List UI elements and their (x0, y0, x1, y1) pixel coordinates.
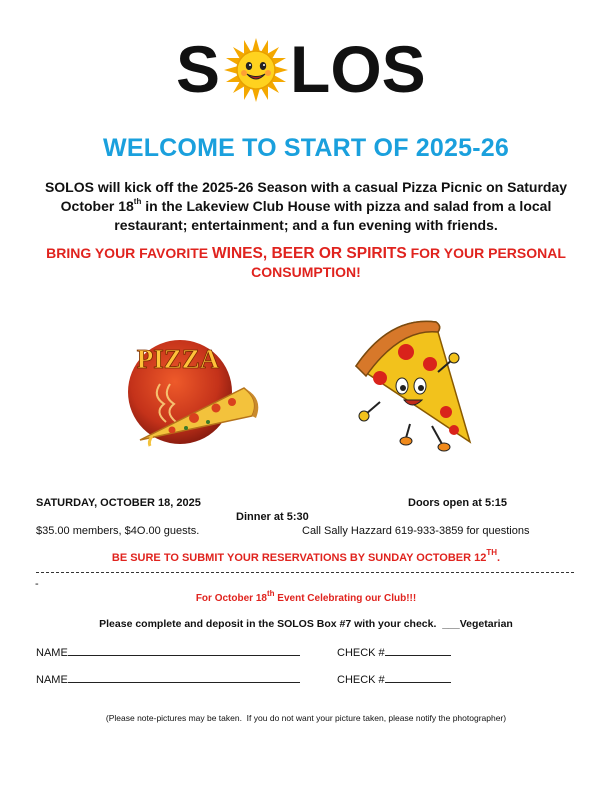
check-fill-line[interactable] (385, 673, 451, 683)
doors-open-time: Doors open at 5:15 (408, 497, 508, 509)
pizza-logo-text: PIZZA (136, 344, 220, 374)
contact-info: Call Sally Hazzard 619-933-3859 for questions (302, 525, 530, 537)
ticket-prices: $35.00 members, $4O.00 guests. (36, 525, 200, 537)
name-label: NAME (36, 647, 68, 659)
form-heading (0, 588, 612, 604)
cut-line (36, 572, 574, 573)
solos-logo (0, 34, 612, 104)
form-heading-sup: th (266, 588, 275, 598)
reservation-deadline (0, 548, 612, 564)
dash-mark: - (35, 578, 39, 590)
reservation-text-2: . (497, 552, 501, 564)
sun-logo-icon (224, 38, 288, 102)
logo-letters-los: LOS (290, 32, 426, 106)
reservation-text-1: BE SURE TO SUBMIT YOUR RESERVATIONS BY SUNDAY OCTOBER 12 (111, 552, 487, 564)
photo-note: (Please note-pictures may be taken. If you do not want your picture taken, please notify the photographer) (105, 713, 507, 723)
check-field-1[interactable] (337, 646, 451, 659)
form-heading-text-2: Event Celebrating our Club!!! (274, 593, 417, 604)
check-label: CHECK # (337, 674, 385, 686)
form-instructions: Please complete and deposit in the SOLOS Box #7 with your check. ___Vegetarian (99, 618, 513, 630)
check-label: CHECK # (337, 647, 385, 659)
intro-paragraph (30, 178, 582, 235)
name-fill-line[interactable] (68, 646, 300, 656)
dancing-pizza-slice-image (350, 316, 474, 458)
intro-text-2: in the Lakeview Club House with pizza and salad from a local restaurant; entertainment; and a fun evening with friends. (114, 198, 552, 233)
pizza-logo-image (124, 336, 268, 448)
bring-text-2: WINES, BEER OR SPIRITS (212, 245, 407, 262)
intro-sup: th (133, 197, 142, 207)
dinner-time: Dinner at 5:30 (236, 511, 309, 523)
page-title: WELCOME TO START OF 2025-26 (103, 134, 509, 162)
name-field-1[interactable] (36, 646, 300, 659)
bring-drinks-notice (30, 244, 582, 282)
intro-text-1: SOLOS will kick off the 2025-26 Season with a casual Pizza Picnic on Saturday October 18 (44, 179, 568, 214)
bring-text-3: FOR YOUR PERSONAL CONSUMPTION! (251, 245, 566, 280)
name-fill-line[interactable] (68, 673, 300, 683)
name-label: NAME (36, 674, 68, 686)
bring-text-1: BRING YOUR FAVORITE (46, 245, 213, 261)
check-fill-line[interactable] (385, 646, 451, 656)
form-heading-text-1: For October 18 (195, 593, 267, 604)
name-field-2[interactable] (36, 673, 300, 686)
logo-letter-s: S (176, 32, 221, 106)
event-date: SATURDAY, OCTOBER 18, 2025 (36, 497, 201, 509)
check-field-2[interactable] (337, 673, 451, 686)
reservation-sup: TH (486, 548, 498, 558)
